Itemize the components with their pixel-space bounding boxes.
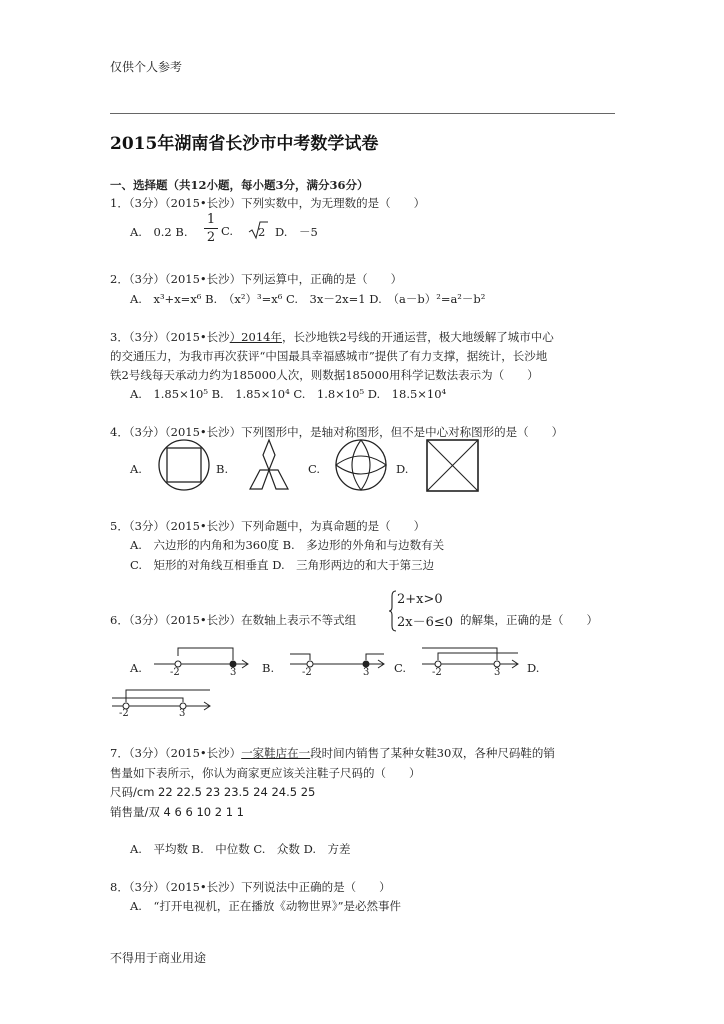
q4-option-d: D.: [396, 462, 409, 476]
q1-fraction-num: 1: [206, 212, 216, 227]
tick-label-neg2: -2: [302, 667, 312, 678]
tick-label-3: 3: [363, 667, 370, 678]
q6-option-d: D.: [527, 661, 540, 675]
q3-options: A. 1.85×10⁵ B. 1.85×10⁴ C. 1.8×10⁵ D. 18.5×10⁴: [130, 387, 447, 401]
q3-line1-post: ，长沙地铁2号线的开通运营，极大地缓解了城市中心: [281, 330, 554, 344]
tick-label-neg2: -2: [170, 667, 180, 678]
q3-line3: 铁2号线每天承动力约为185000人次，则数据185000用科学记数法表示为（ ）: [110, 368, 539, 382]
q1-fraction-den: 2: [206, 230, 216, 245]
section-heading: 一、选择题（共12小题，每小题3分，满分36分）: [110, 178, 369, 192]
q7-line1-post: 段时间内销售了某种女鞋30双，各种尺码鞋的销: [310, 746, 555, 760]
circle-square-figure: [158, 439, 210, 491]
q5-stem: 5．（3分）（2015•长沙）下列命题中，为真命题的是（ ）: [110, 519, 426, 533]
q3-line2: 的交通压力，为我市再次获评“中国最具幸福感城市”提供了有力支撑，据统计，长沙地: [110, 349, 548, 363]
q4-stem: 4．（3分）（2015•长沙）下列图形中，是轴对称图形，但不是中心对称图形的是（ ）: [110, 425, 564, 439]
q7-options: A. 平均数 B. 中位数 C. 众数 D. 方差: [130, 842, 351, 856]
q2-options: A. x³+x=x⁶ B. （x²）³=x⁶ C. 3x－2x=1 D. （a－b）²=a²－b²: [130, 292, 486, 306]
q7-line1-underlined: 一家鞋店在一: [241, 746, 311, 760]
footer-note: 不得用于商业用途: [110, 951, 207, 965]
left-brace-icon: [389, 590, 397, 632]
fraction-bar: [204, 228, 218, 229]
q3-line1: [110, 329, 554, 345]
q4-option-b: B.: [216, 462, 229, 476]
q7-line1: [110, 745, 555, 761]
inequality-1: 2+x>0: [397, 592, 443, 607]
tick-label-3: 3: [179, 708, 186, 719]
q5-options-row1: A. 六边形的内角和为360度 B. 多边形的外角和与边数有关: [130, 538, 445, 552]
q8-stem: 8．（3分）（2015•长沙）下列说法中正确的是（ ）: [110, 880, 391, 894]
header-divider: [110, 113, 615, 114]
tick-label-3: 3: [230, 667, 237, 678]
q7-line1-pre: 7．（3分）（2015•长沙）: [110, 746, 242, 760]
three-rhombus-figure: [238, 440, 300, 492]
q8-option-a: A. “打开电视机，正在播放《动物世界》”是必然事件: [130, 899, 401, 913]
q2-stem: 2．（3分）（2015•长沙）下列运算中，正确的是（ ）: [110, 272, 403, 286]
header-note: 仅供个人参考: [110, 60, 183, 74]
q1-option-d: D. －5: [275, 225, 318, 239]
q5-options-row2: C. 矩形的对角线互相垂直 D. 三角形两边的和大于第三边: [130, 558, 435, 572]
q4-option-a: A.: [130, 462, 142, 476]
tick-label-neg2: -2: [432, 667, 442, 678]
q6-option-c: C.: [394, 661, 407, 675]
q6-option-a: A.: [130, 661, 142, 675]
q1-stem: 1．（3分）（2015•长沙）下列实数中，为无理数的是（ ）: [110, 196, 426, 210]
q6-option-b: B.: [262, 661, 275, 675]
q1-fraction: [204, 212, 218, 245]
q4-option-c: C.: [308, 462, 321, 476]
q7-sales-row: 销售量/双 4 6 6 10 2 1 1: [110, 805, 244, 819]
q1-sqrt-value: 2: [258, 225, 266, 239]
tick-label-neg2: -2: [119, 708, 129, 719]
q3-line1-underlined: ）2014年: [229, 330, 282, 344]
q7-line2: 售量如下表所示，你认为商家更应该关注鞋子尺码的（ ）: [110, 766, 421, 780]
circle-petals-figure: [335, 439, 387, 491]
q6-stem-pre: 6．（3分）（2015•长沙）在数轴上表示不等式组: [110, 613, 357, 627]
tick-label-3: 3: [494, 667, 501, 678]
page-title: 2015年湖南省长沙市中考数学试卷: [110, 134, 379, 154]
q7-size-row: 尺码/cm 22 22.5 23 23.5 24 24.5 25: [110, 785, 316, 799]
q1-option-a-b: A. 0.2 B.: [130, 225, 188, 239]
number-line-a: [152, 644, 252, 680]
q6-stem-post: 的解集，正确的是（ ）: [460, 613, 598, 627]
square-diagonals-figure: [426, 439, 479, 492]
q3-line1-pre: 3．（3分）（2015•长沙: [110, 330, 230, 344]
q1-option-c: C.: [221, 224, 234, 238]
inequality-2: 2x－6≤0: [397, 615, 454, 630]
